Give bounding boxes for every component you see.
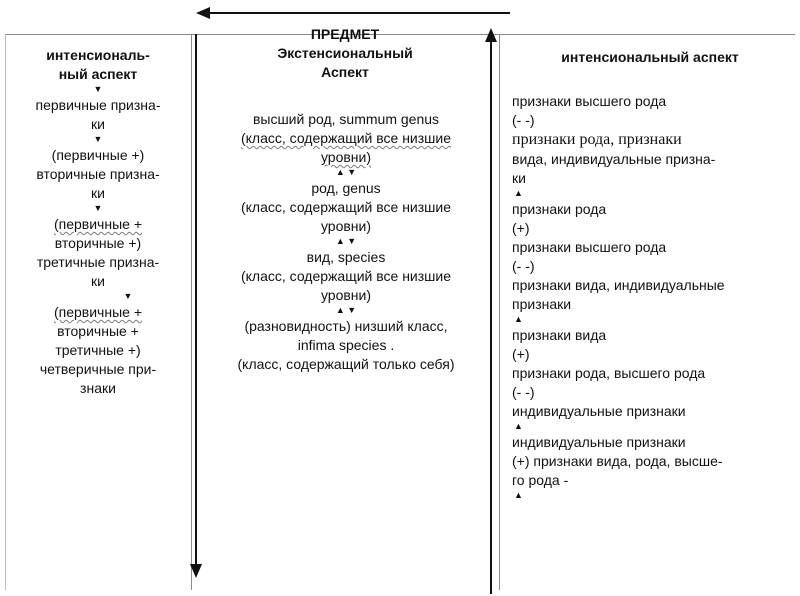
right-line: индивидуальные признаки <box>512 403 686 419</box>
right-line: (+) признаки вида, рода, высше- <box>512 453 723 469</box>
down-triangle-icon: ▼ <box>93 134 103 144</box>
right-heading: интенсиональный аспект <box>561 49 739 65</box>
level-note-line: (класс, содержащий все низшие <box>240 130 452 146</box>
left-item-line: третичные призна- <box>36 254 160 270</box>
right-line: признаки высшего рода <box>512 239 667 255</box>
right-line: (- -) <box>512 384 535 400</box>
right-line: признаки <box>512 296 572 312</box>
header-subtitle-line: Аспект <box>321 64 369 80</box>
right-line: признаки вида <box>512 327 607 343</box>
level-note-line: (класс, содержащий все низшие <box>240 199 452 215</box>
up-triangle-icon: ▲ <box>514 421 523 431</box>
right-line: признаки рода, высшего рода <box>512 365 706 381</box>
level-note-line: уровни) <box>320 218 372 234</box>
left-heading-line: ный аспект <box>58 66 138 82</box>
right-column <box>512 92 794 502</box>
right-line: ки <box>512 170 526 186</box>
left-item-line: вторичные призна- <box>36 166 160 182</box>
up-triangle-icon: ▲ <box>514 314 523 324</box>
right-line: признаки рода <box>512 201 607 217</box>
header <box>200 25 490 82</box>
level-name: род, genus <box>311 180 381 196</box>
level-name: высший род, summum genus <box>252 111 440 127</box>
left-item-line: вторичные + <box>57 323 139 339</box>
header-title: ПРЕДМЕТ <box>310 26 380 42</box>
level-note-line: уровни) <box>320 287 372 303</box>
level-note-line: (класс, содержащий только себя) <box>237 356 455 372</box>
right-line: (+) <box>512 346 530 362</box>
right-line: признаки высшего рода <box>512 93 667 109</box>
level-note-line: уровни) <box>320 149 372 165</box>
left-item-line: знаки <box>80 380 116 396</box>
level-note-line: (класс, содержащий все низшие <box>240 268 452 284</box>
down-triangle-icon: ▼ <box>93 84 103 94</box>
middle-column <box>205 110 487 374</box>
left-column <box>8 46 188 398</box>
left-item-line: вторичные +) <box>54 235 142 251</box>
level-name: вид, species <box>306 249 386 265</box>
up-down-triangles-icon: ▲ ▼ <box>335 167 357 177</box>
left-item-line: ки <box>91 116 105 132</box>
top-left-arrow <box>196 7 510 19</box>
left-item-line: (первичные + <box>53 216 142 232</box>
down-arrow <box>190 34 202 578</box>
left-item-line: (первичные + <box>53 304 142 320</box>
left-item-line: третичные +) <box>55 342 141 358</box>
left-item-line: (первичные +) <box>51 147 145 163</box>
left-item-line: ки <box>91 273 105 289</box>
right-line: (+) <box>512 220 530 236</box>
down-triangle-icon: ▼ <box>123 291 133 301</box>
level-name: (разновидность) низший класс, <box>244 318 448 334</box>
down-triangle-icon: ▼ <box>93 203 103 213</box>
right-line: признаки вида, индивидуальные <box>512 277 725 293</box>
left-item-line: четверичные при- <box>39 361 157 377</box>
right-line: индивидуальные признаки <box>512 434 686 450</box>
left-item-line: первичные призна- <box>35 97 161 113</box>
right-line: вида, индивидуальные призна- <box>512 151 716 167</box>
right-line: го рода - <box>512 472 569 488</box>
left-heading-line: интенсиональ- <box>46 47 150 63</box>
left-item-line: ки <box>91 185 105 201</box>
up-triangle-icon: ▲ <box>514 188 523 198</box>
right-line: (- -) <box>512 258 535 274</box>
up-down-triangles-icon: ▲ ▼ <box>335 305 357 315</box>
right-line: (- -) <box>512 112 535 128</box>
up-down-triangles-icon: ▲ ▼ <box>335 236 357 246</box>
up-triangle-icon: ▲ <box>514 490 523 500</box>
header-subtitle-line: Экстенсиональный <box>277 45 413 61</box>
right-line-emphasis: признаки рода, признаки <box>512 131 682 148</box>
level-name-latin: infima species . <box>297 337 395 353</box>
